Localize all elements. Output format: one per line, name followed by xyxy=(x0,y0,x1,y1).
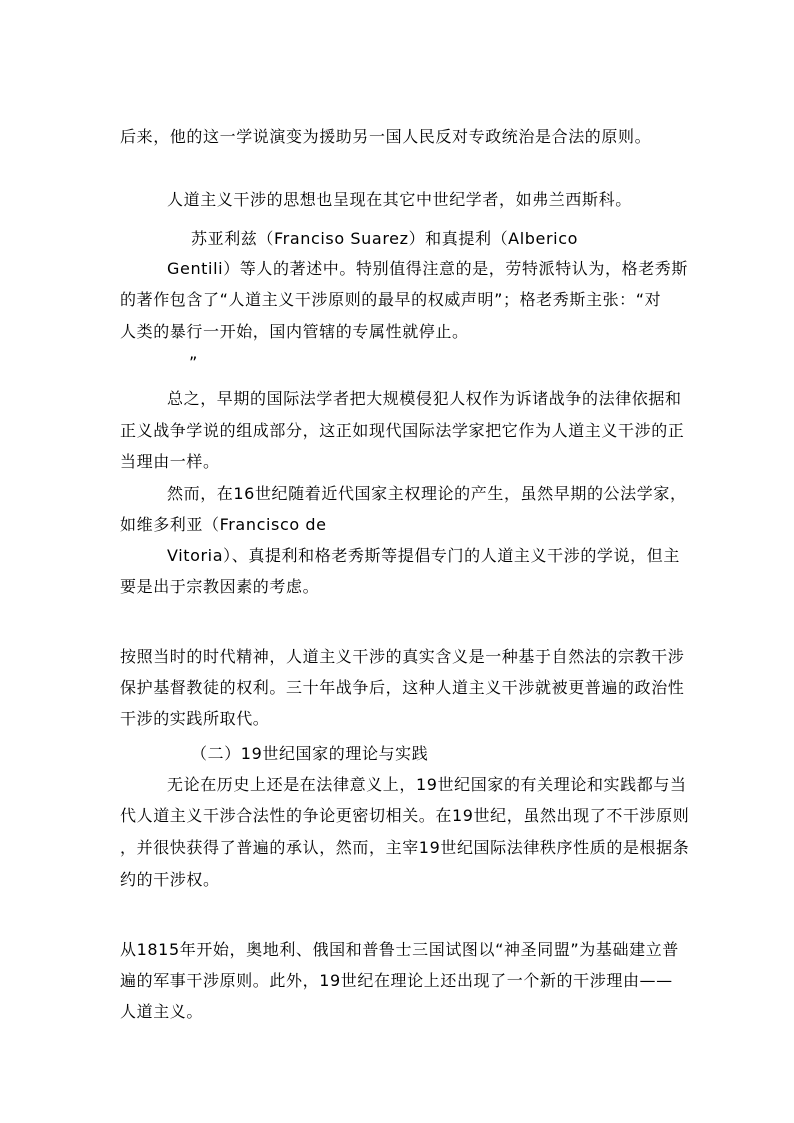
text-line: Vitoria）、真提利和格老秀斯等提倡专门的人道主义干涉的学说，但主 xyxy=(167,546,680,565)
text-line: 总之，早期的国际法学者把大规模侵犯人权作为诉诸战争的法律依据和 xyxy=(167,389,682,408)
text-line: 要是出于宗教因素的考虑。 xyxy=(120,577,320,596)
text-line: 无论在历史上还是在法律意义上，19世纪国家的有关理论和实践都与当 xyxy=(167,775,687,794)
text-line: ” xyxy=(189,353,198,372)
text-line: 人类的暴行一开始，国内管辖的专属性就停止。 xyxy=(120,322,469,341)
text-line: 正义战争学说的组成部分，这正如现代国际法学家把它作为人道主义干涉的正 xyxy=(120,421,685,440)
text-line: 苏亚利兹（Franciso Suarez）和真提利（Alberico xyxy=(191,229,578,248)
text-line: 遍的军事干涉原则。此外，19世纪在理论上还出现了一个新的干涉理由—— xyxy=(120,971,673,990)
text-line: Gentili）等人的著述中。特别值得注意的是，劳特派特认为，格老秀斯 xyxy=(167,259,688,278)
text-line: 然而，在16世纪随着近代国家主权理论的产生，虽然早期的公法学家， xyxy=(167,484,687,503)
text-line: 的著作包含了“人道主义干涉原则的最早的权威声明”；格老秀斯主张：“对 xyxy=(120,290,662,309)
text-line: 按照当时的时代精神，人道主义干涉的真实含义是一种基于自然法的宗教干涉 xyxy=(120,647,685,666)
text-line: ，并很快获得了普遍的承认，然而，主宰19世纪国际法律秩序性质的是根据条 xyxy=(120,838,690,857)
text-line: 代人道主义干涉合法性的争论更密切相关。在19世纪，虽然出现了不干涉原则 xyxy=(120,806,690,825)
text-line: 干涉的实践所取代。 xyxy=(120,709,270,728)
text-line: 如维多利亚（Francisco de xyxy=(120,515,327,534)
text-line: 后来，他的这一学说演变为援助另一国人民反对专政统治是合法的原则。 xyxy=(120,127,652,146)
text-line: 人道主义干涉的思想也呈现在其它中世纪学者，如弗兰西斯科。 xyxy=(167,190,632,209)
text-line: 约的干涉权。 xyxy=(120,870,220,889)
text-line: 当理由一样。 xyxy=(120,452,220,471)
text-line: 保护基督教徒的权利。三十年战争后，这种人道主义干涉就被更普遍的政治性 xyxy=(120,678,685,697)
text-line: 人道主义。 xyxy=(120,1002,204,1021)
text-line: 从1815年开始，奥地利、俄国和普鲁士三国试图以“神圣同盟”为基础建立普 xyxy=(120,940,679,959)
section-heading: （二）19世纪国家的理论与实践 xyxy=(191,744,429,763)
